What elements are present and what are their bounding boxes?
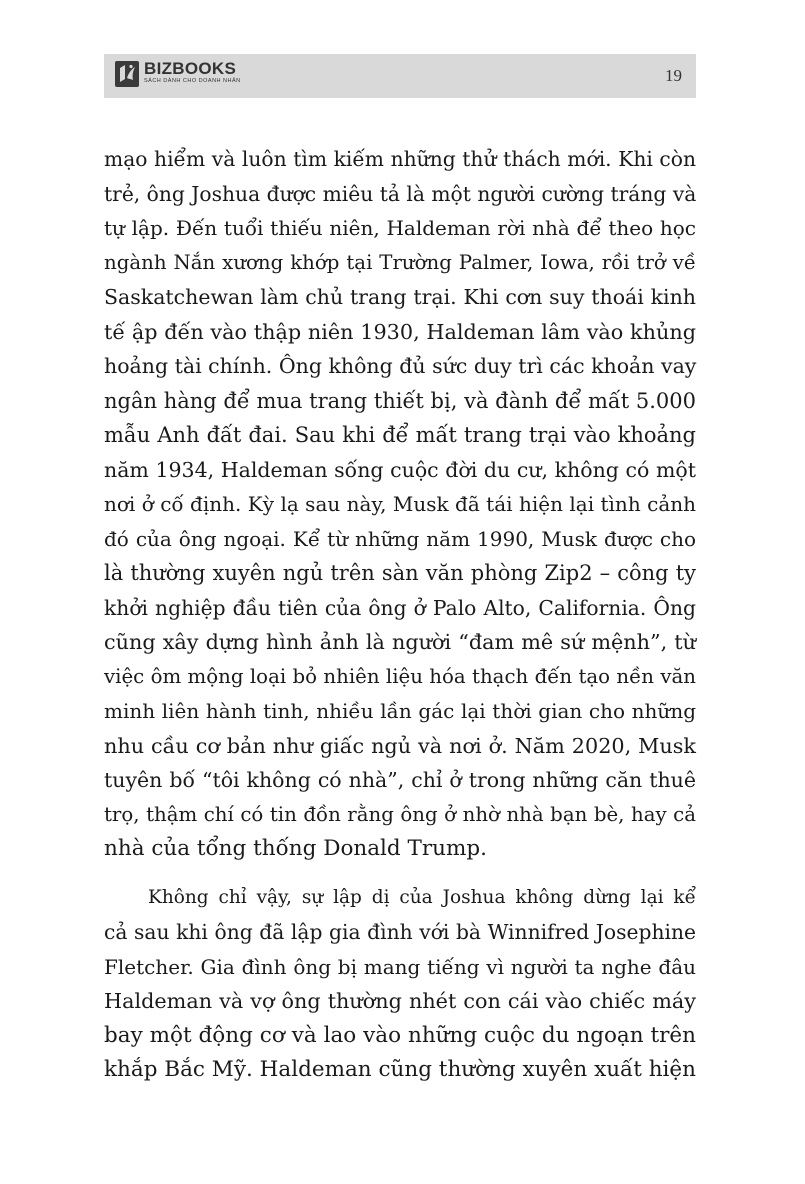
text-line: là thường xuyên ngủ trên sàn văn phòng Zip2 – công ty (104, 561, 696, 585)
text-line: ngành Nắn xương khớp tại Trường Palmer, Iowa, rồi trở về (104, 250, 696, 274)
text-line: Không chỉ vậy, sự lập dị của Joshua không dừng lại kể (148, 886, 696, 908)
text-line: Fletcher. Gia đình ông bị mang tiếng vì người ta nghe đâu (104, 954, 696, 979)
text-line: ngân hàng để mua trang thiết bị, và đành để mất 5.000 (104, 388, 696, 413)
text-line: tự lập. Đến tuổi thiếu niên, Haldeman rời nhà để theo học (104, 216, 696, 240)
text-line: trẻ, ông Joshua được miêu tả là một người cường tráng và (104, 181, 697, 206)
text-line: tế ập đến vào thập niên 1930, Haldeman lâm vào khủng (104, 319, 696, 344)
text-line: tuyên bố “tôi không có nhà”, chỉ ở trong những căn thuê (104, 768, 696, 792)
bizbooks-logo-icon (114, 60, 140, 88)
page-header (104, 54, 696, 98)
text-line: nhà của tổng thống Donald Trump. (104, 836, 487, 861)
paragraph-1 (104, 142, 696, 867)
text-line: đó của ông ngoại. Kể từ những năm 1990, Musk được cho (104, 526, 696, 551)
text-line: khởi nghiệp đầu tiên của ông ở Palo Alto, California. Ông (104, 595, 696, 620)
page-number: 19 (665, 66, 682, 85)
paragraph-2 (104, 881, 696, 1088)
text-line: năm 1934, Haldeman sống cuộc đời du cư, không có một (104, 457, 696, 482)
text-line: bay một động cơ và lao vào những cuộc du ngoạn trên (104, 1022, 696, 1048)
text-line: mẫu Anh đất đai. Sau khi để mất trang trại vào khoảng (104, 423, 696, 447)
text-line: trọ, thậm chí có tin đồn rằng ông ở nhờ nhà bạn bè, hay cả (104, 802, 696, 826)
text-line: hoảng tài chính. Ông không đủ sức duy trì các khoản vay (104, 354, 697, 378)
page-body (104, 142, 696, 1088)
text-line: Saskatchewan làm chủ trang trại. Khi cơn suy thoái kinh (104, 285, 696, 309)
text-line: minh liên hành tinh, nhiều lần gác lại thời gian cho những (104, 699, 696, 723)
brand-tagline: SÁCH DÀNH CHO DOANH NHÂN (144, 78, 241, 84)
text-line: khắp Bắc Mỹ. Haldeman cũng thường xuyên xuất hiện (104, 1057, 696, 1082)
text-line: cũng xây dựng hình ảnh là người “đam mê sứ mệnh”, từ (104, 630, 696, 654)
brand-name: BIZBOOKS (144, 59, 237, 78)
text-line: Haldeman và vợ ông thường nhét con cái vào chiếc máy (104, 989, 696, 1013)
text-line: nhu cầu cơ bản như giấc ngủ và nơi ở. Năm 2020, Musk (104, 733, 696, 758)
text-line: cả sau khi ông đã lập gia đình với bà Winnifred Josephine (104, 920, 696, 944)
text-line: mạo hiểm và luôn tìm kiếm những thử thách mới. Khi còn (104, 147, 696, 171)
text-line: nơi ở cố định. Kỳ lạ sau này, Musk đã tái hiện lại tình cảnh (104, 492, 696, 516)
text-line: việc ôm mộng loại bỏ nhiên liệu hóa thạch đến tạo nền văn (104, 664, 696, 688)
bizbooks-logo (114, 60, 241, 88)
